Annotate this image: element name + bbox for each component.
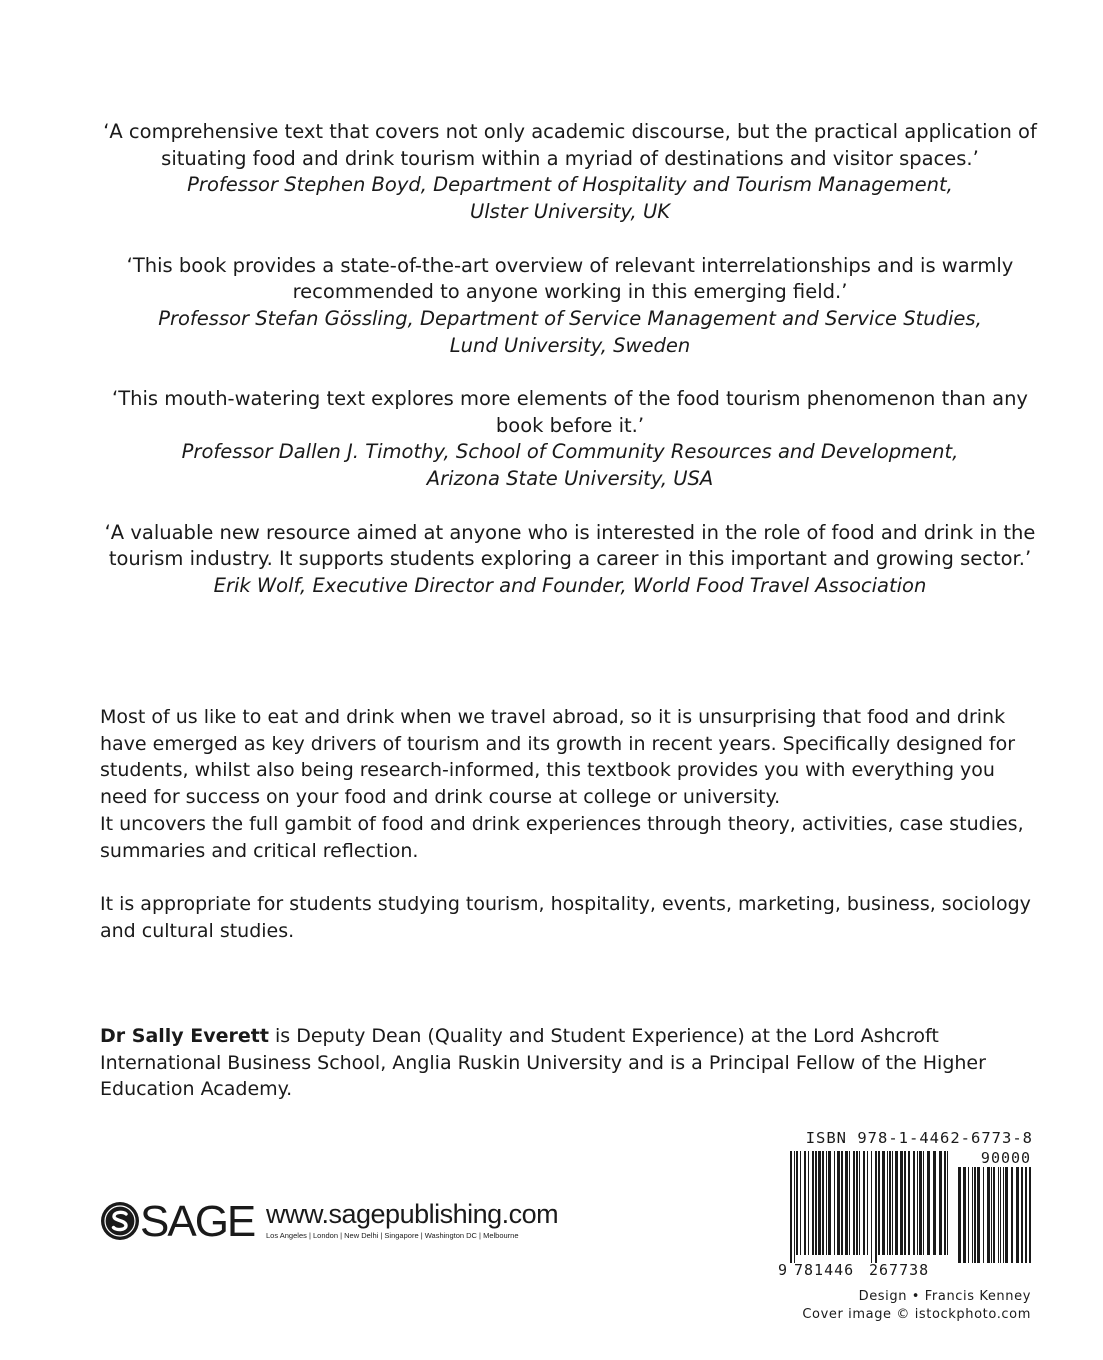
barcode-bars-main [790,1151,948,1263]
barcode-bars-addon [958,1167,1031,1263]
isbn-barcode [778,1151,1033,1276]
barcode-bar [991,1167,992,1263]
barcode-bar [837,1151,840,1255]
barcode-bar [815,1151,817,1255]
barcode-bar [968,1167,969,1263]
barcode-bar [878,1151,880,1255]
quote-attribution: Erik Wolf, Executive Director and Founder, World Food Travel Association [213,573,927,597]
author-name: Dr Sally Everett [100,1025,269,1047]
endorsement [100,520,1040,600]
author-bio [100,1023,1040,1103]
barcode-bar [1016,1167,1019,1263]
barcode-bar [1025,1167,1027,1263]
barcode-bar [939,1151,942,1255]
barcode-bar [859,1151,860,1255]
barcode-bar [1005,1167,1008,1263]
barcode-bar [933,1151,936,1255]
barcode-bar [849,1151,850,1255]
barcode-bar [923,1151,924,1255]
barcode-bar [1021,1167,1023,1263]
barcode-bar [908,1151,910,1255]
barcode-bar [1003,1167,1004,1263]
cover-image-credit: Cover image © istockphoto.com [802,1307,1031,1322]
barcode-bar [808,1151,809,1255]
sage-s-logo-icon [100,1201,140,1241]
barcode-bar [900,1151,903,1255]
barcode-bar [963,1167,966,1263]
barcode-bar [972,1167,973,1263]
quote-text: ‘This mouth-watering text explores more elements of the food tourism phenomenon than any book before it.’ [112,387,1028,437]
quote-attribution: Professor Stefan Gössling, Department of Service Management and Service Studies, [158,306,982,330]
barcode-bar [796,1151,798,1255]
barcode-bar [1000,1167,1001,1263]
description-text: It uncovers the full gambit of food and drink experiences through theory, activities, case studies, summaries and critical reflection. [100,812,1024,862]
endorsement [100,386,1040,493]
quote-attribution: Lund University, Sweden [449,333,691,357]
design-credit: Design • Francis Kenney [858,1289,1031,1304]
barcode-digit-first: 9 [778,1261,788,1276]
barcode-bar [892,1151,893,1255]
barcode-bar [804,1151,806,1255]
barcode-bar [947,1151,948,1255]
barcode-bar [800,1151,801,1255]
book-description [100,704,1040,971]
endorsements [100,119,1040,626]
author-bio-text: is Deputy Dean (Quality and Student Experience) at the Lord Ashcroft International Business School, Anglia Ruskin University and is a Principal Fellow of the Higher Education Academy. [100,1025,986,1101]
barcode-bar [812,1151,814,1255]
quote-attribution: Arizona State University, USA [426,467,714,491]
barcode-bar [1029,1167,1031,1263]
endorsement [100,253,1040,360]
quote-text: ‘A valuable new resource aimed at anyone who is interested in the role of food and drink in the tourism industry. It supports students exploring a career in this important and growing sector.’ [104,520,1036,571]
barcode-bar [974,1167,976,1263]
barcode-bar [913,1151,915,1255]
barcode-digits-right: 267738 [869,1261,930,1276]
barcode-bar [904,1151,906,1255]
description-text: Most of us like to eat and drink when we travel abroad, so it is unsurprising that food and drink have emerged as key drivers of tourism and its growth in recent years. Specifically designed for students, whilst also being research-informed, this textbook provides you with everything you need for success on your food and drink course at college or university. [100,706,1016,809]
barcode-bar [983,1167,984,1263]
publisher-cities: Los Angeles | London | New Delhi | Singapore | Washington DC | Melbourne [266,1231,519,1240]
barcode-bar [853,1151,855,1255]
barcode-bar [977,1167,980,1263]
barcode-bar [998,1167,999,1263]
endorsement [100,119,1040,226]
barcode-bar [944,1151,946,1255]
barcode-bar [889,1151,891,1255]
barcode-bar [834,1151,835,1255]
barcode-bar [871,1151,872,1263]
cover-credits [700,1288,1031,1324]
barcode-bar [826,1151,827,1255]
barcode-bar [845,1151,848,1255]
barcode-bar [1011,1167,1013,1263]
barcode-bar [867,1151,868,1255]
barcode-price-code: 90000 [980,1151,1032,1167]
isbn-label: ISBN 978-1-4462-6773-8 [805,1129,1033,1147]
barcode-bar [794,1151,795,1263]
quote-text: ‘A comprehensive text that covers not only academic discourse, but the practical application of situating food and drink tourism within a myriad of destinations and visitor spaces.’ [103,120,1037,170]
barcode-bar [987,1167,990,1263]
barcode-bar [841,1151,843,1255]
barcode-bar [927,1151,930,1255]
barcode-bar [958,1167,961,1263]
barcode-bar [919,1151,922,1255]
barcode-bar [822,1151,824,1255]
description-paragraph [100,704,1040,864]
barcode-bar [993,1167,995,1263]
barcode-bar [887,1151,888,1255]
barcode-bar [863,1151,865,1255]
barcode-bar [828,1151,831,1255]
description-paragraph: It is appropriate for students studying tourism, hospitality, events, marketing, business, sociology and cultural studies. [100,892,1031,942]
barcode-bar [818,1151,821,1255]
publisher-name: SAGE [140,1197,255,1246]
quote-text: ‘This book provides a state-of-the-art overview of relevant interrelationships and is warmly recommended to anyone working in this emerging field.’ [126,253,1014,304]
barcode-bar [875,1151,877,1263]
barcode-bar [917,1151,918,1255]
quote-attribution: Professor Dallen J. Timothy, School of Community Resources and Development, [181,440,959,464]
publisher-url: www.sagepublishing.com [266,1199,559,1229]
quote-attribution: Ulster University, UK [469,200,671,224]
barcode-bar [895,1151,898,1255]
barcode-bar [856,1151,858,1255]
quote-attribution: Professor Stephen Boyd, Department of Hospitality and Tourism Management, [187,173,953,197]
barcode-digits-left: 781446 [794,1261,855,1276]
barcode-bar [882,1151,885,1255]
publisher-logo [100,1197,600,1257]
barcode-bar [790,1151,792,1263]
